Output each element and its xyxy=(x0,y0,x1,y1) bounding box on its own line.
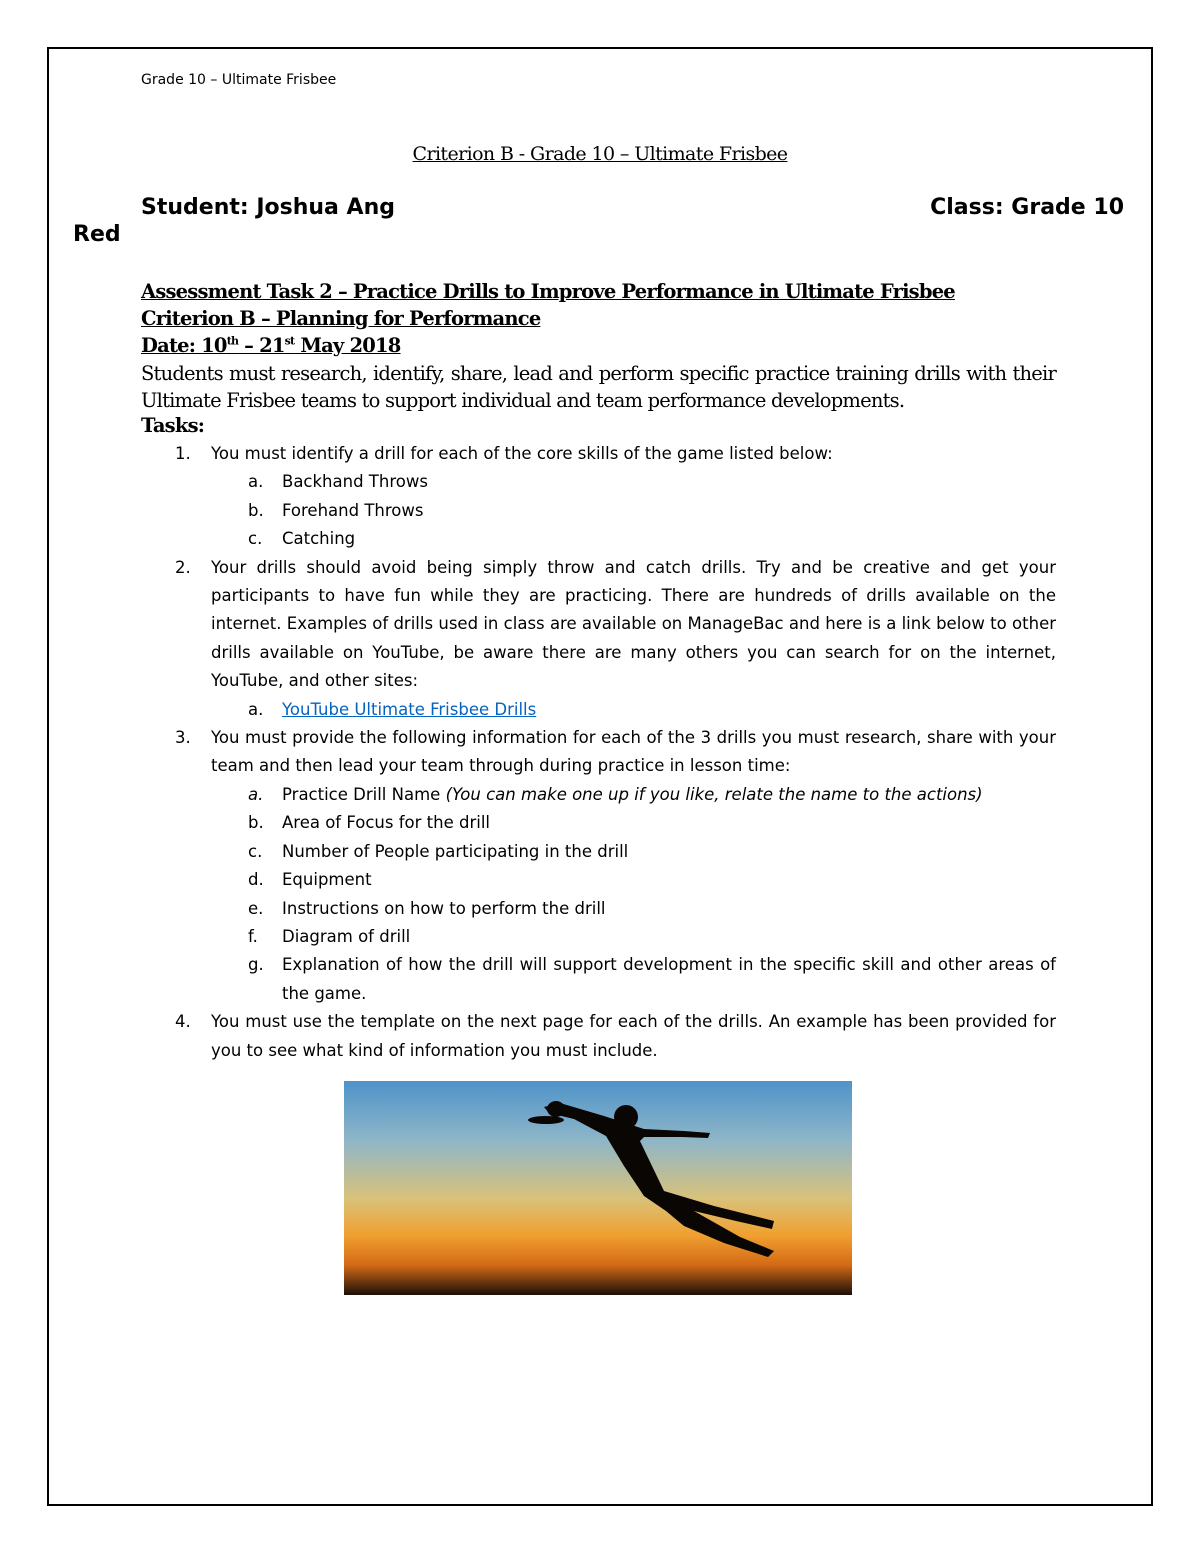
task-number: 2. xyxy=(175,557,191,577)
sub-item xyxy=(141,809,1056,837)
task-item xyxy=(141,724,1056,781)
tasks-label: Tasks: xyxy=(141,414,205,437)
document-title: Criterion B - Grade 10 – Ultimate Frisbee xyxy=(412,143,788,165)
student-name: Student: Joshua Ang xyxy=(141,195,395,220)
class-suffix: Red xyxy=(73,222,121,247)
sub-item xyxy=(141,923,1056,951)
date-sup: th xyxy=(226,334,239,348)
sub-letter: a. xyxy=(248,699,264,719)
task-item xyxy=(141,1008,1056,1065)
task-text: Your drills should avoid being simply throw and catch drills. Try and be creative and get your participants to have fun while they are practicing. There are hundreds of drills available on the internet. Examples of drills used in class are available on ManageBac and here is a link below to other drills available on YouTube, be aware there are many others you can search for on the internet, YouTube, and other sites: xyxy=(211,557,1056,691)
sub-letter: a. xyxy=(248,472,264,492)
sub-letter: b. xyxy=(248,500,264,520)
date-sup: st xyxy=(284,334,295,348)
task-number: 1. xyxy=(175,444,191,463)
sub-text: Area of Focus for the drill xyxy=(282,813,490,833)
sub-item xyxy=(141,866,1056,894)
frisbee-player-photo xyxy=(344,1081,852,1295)
date-suffix: May 2018 xyxy=(294,334,401,357)
sub-item xyxy=(141,781,1056,809)
sub-text: Catching xyxy=(282,529,356,549)
sub-letter: c. xyxy=(248,841,263,861)
date-prefix: Date: 10 xyxy=(141,334,227,357)
sub-item xyxy=(141,838,1056,866)
date-mid: – 21 xyxy=(238,334,285,357)
task-item xyxy=(141,554,1056,696)
sub-item xyxy=(141,951,1056,1008)
sub-letter: d. xyxy=(248,870,264,890)
sub-text: Explanation of how the drill will support development in the specific skill and other areas of the game. xyxy=(282,955,1056,1003)
sub-letter: g. xyxy=(248,955,264,975)
sub-text: Practice Drill Name xyxy=(282,784,446,804)
sub-text: Number of People participating in the drill xyxy=(282,841,629,861)
sub-item xyxy=(141,468,1056,496)
sub-letter: f. xyxy=(248,926,258,946)
player-silhouette-icon xyxy=(344,1081,852,1295)
sub-item xyxy=(141,525,1056,553)
date-line xyxy=(141,334,401,357)
sub-text: Instructions on how to perform the drill xyxy=(282,898,606,918)
task-item xyxy=(141,440,1056,468)
task-list xyxy=(141,440,1056,1065)
intro-paragraph: Students must research, identify, share, lead and perform specific practice training drills with their Ultimate Frisbee teams to support individual and team performance developments. xyxy=(141,362,1056,412)
sub-text: Diagram of drill xyxy=(282,926,411,946)
assessment-title: Assessment Task 2 – Practice Drills to Improve Performance in Ultimate Frisbee xyxy=(141,280,955,303)
task-text: You must use the template on the next page for each of the drills. An example has been provided for you to see what kind of information you must include. xyxy=(211,1012,1056,1060)
sub-item xyxy=(141,895,1056,923)
sub-text: Equipment xyxy=(282,870,372,890)
sub-letter: e. xyxy=(248,898,264,918)
sub-letter: b. xyxy=(248,813,264,833)
page-header: Grade 10 – Ultimate Frisbee xyxy=(141,72,337,88)
youtube-drills-link[interactable]: YouTube Ultimate Frisbee Drills xyxy=(282,699,537,719)
class-label: Class: Grade 10 xyxy=(930,195,1124,220)
criterion-heading: Criterion B – Planning for Performance xyxy=(141,307,541,330)
sub-note: (You can make one up if you like, relate the name to the actions) xyxy=(445,784,983,804)
task-number: 4. xyxy=(175,1012,191,1032)
task-number: 3. xyxy=(175,728,191,748)
sub-text: Backhand Throws xyxy=(282,472,428,492)
sub-item xyxy=(141,696,1056,724)
task-text: You must identify a drill for each of the core skills of the game listed below: xyxy=(211,444,833,463)
sub-item xyxy=(141,497,1056,525)
sub-text: Forehand Throws xyxy=(282,500,424,520)
sub-letter: a. xyxy=(248,784,264,804)
sub-letter: c. xyxy=(248,529,263,549)
task-text: You must provide the following information for each of the 3 drills you must research, share with your team and then lead your team through during practice in lesson time: xyxy=(211,728,1056,776)
